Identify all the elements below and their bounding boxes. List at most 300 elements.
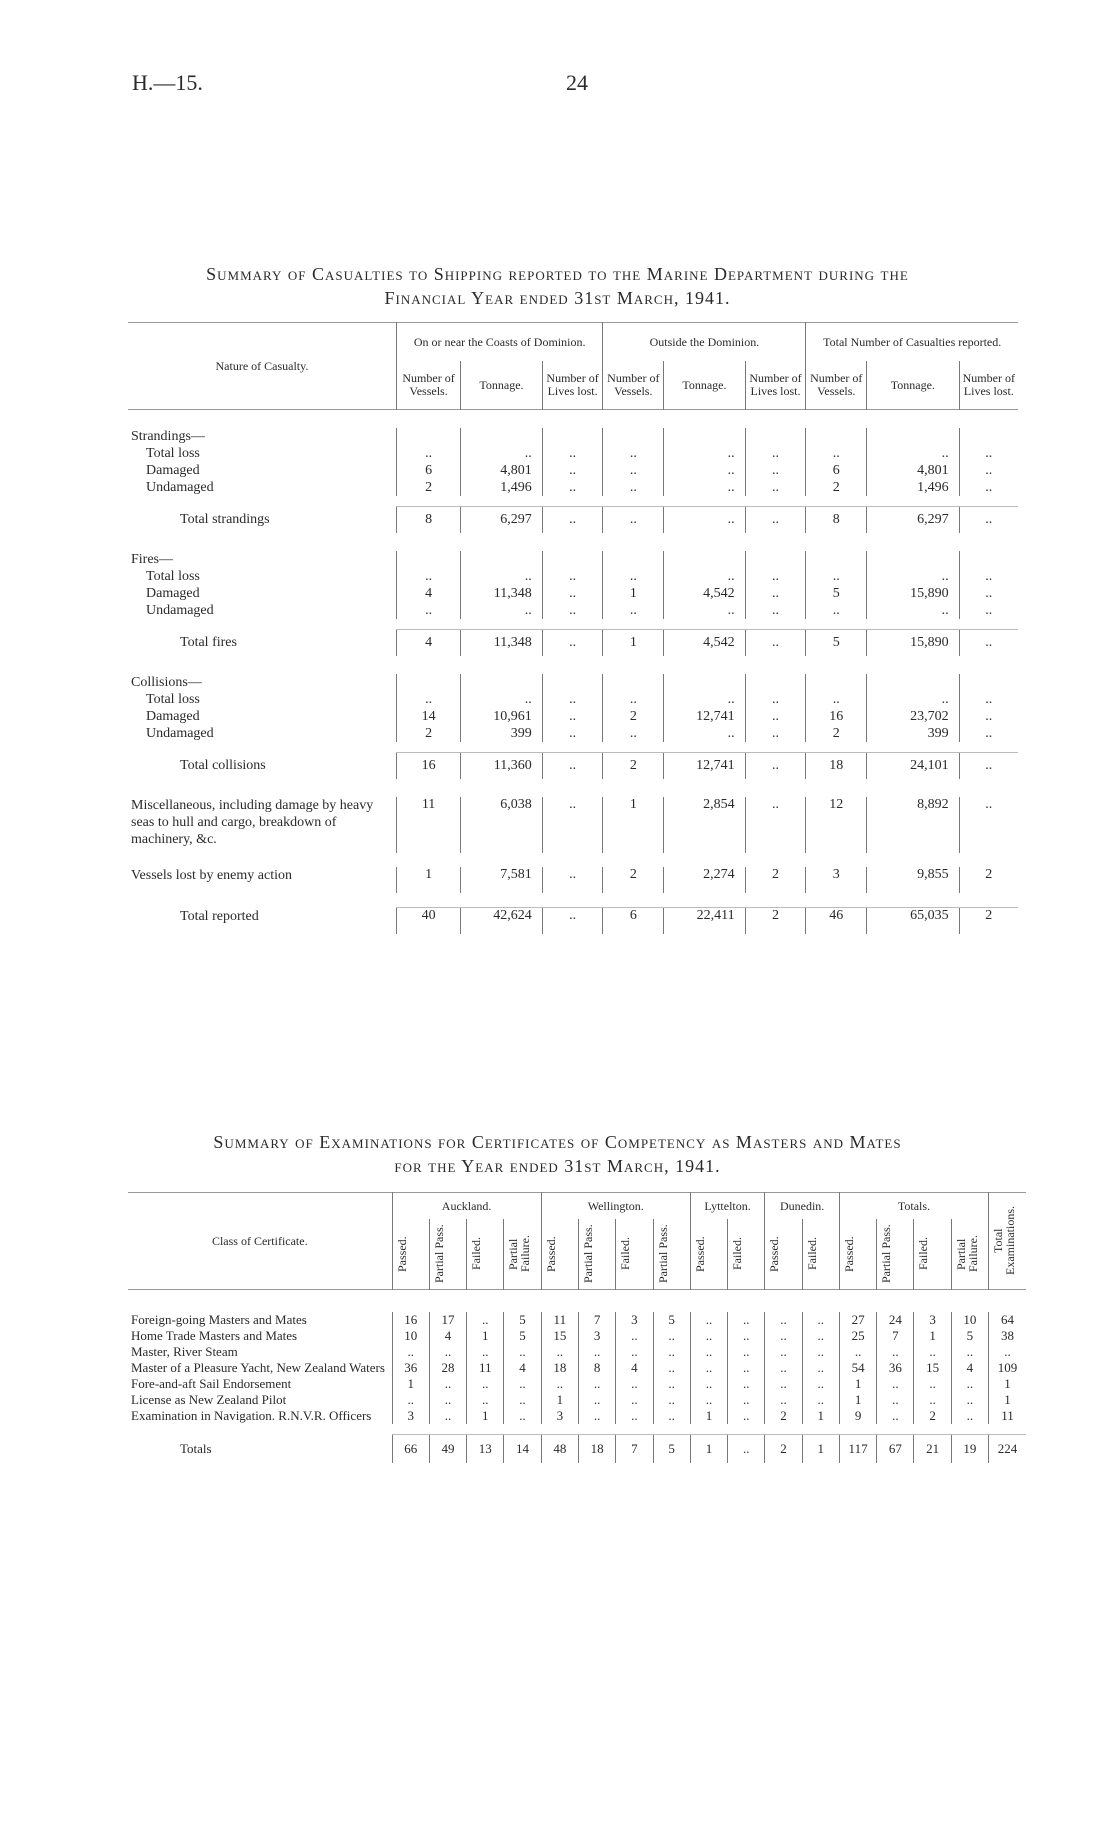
value-cell: ..	[806, 445, 867, 462]
exam-value-cell: ..	[802, 1312, 839, 1328]
col-header-text: Passed.	[394, 1236, 409, 1272]
exam-value-cell: ..	[914, 1376, 951, 1392]
port-header-totals: Totals.	[839, 1193, 988, 1220]
value-cell: 2	[745, 867, 806, 893]
value-cell: 2	[396, 725, 460, 742]
exam-value-cell: ..	[429, 1376, 466, 1392]
exam-value-cell: ..	[578, 1392, 615, 1408]
total-label: Total reported	[180, 908, 259, 924]
value-cell: ..	[603, 462, 664, 479]
exam-value-cell: 25	[839, 1328, 876, 1344]
value-cell: 15,890	[867, 585, 959, 602]
value-cell: 2	[959, 908, 1018, 935]
exam-value-cell: 3	[914, 1312, 951, 1328]
exam-value-cell: 7	[578, 1312, 615, 1328]
value-cell: ..	[806, 602, 867, 619]
col-header	[802, 1219, 839, 1290]
exam-row	[128, 1328, 1026, 1344]
row-label: Total loss	[146, 445, 200, 461]
exam-value-cell: ..	[877, 1344, 914, 1360]
value-cell: ..	[745, 445, 806, 462]
exam-value-cell: ..	[728, 1392, 765, 1408]
casualty-row	[128, 602, 1018, 619]
exam-value-cell: 1	[802, 1408, 839, 1424]
value-cell: ..	[603, 602, 664, 619]
col-header	[429, 1219, 466, 1290]
value-cell: ..	[806, 568, 867, 585]
exam-value-cell: 1	[914, 1328, 951, 1344]
exam-value-cell: 21	[914, 1435, 951, 1464]
value-cell: 2	[603, 753, 664, 780]
exam-value-cell: 18	[541, 1360, 578, 1376]
exam-value-cell: ..	[802, 1360, 839, 1376]
exam-value-cell: 3	[541, 1408, 578, 1424]
exam-row	[128, 1392, 1026, 1408]
value-cell: ..	[745, 753, 806, 780]
value-cell: ..	[664, 725, 745, 742]
exam-value-cell: 1	[467, 1408, 504, 1424]
section-title-row	[128, 428, 1018, 445]
total-label: Total fires	[180, 634, 237, 650]
col-header-text: Passed.	[767, 1236, 782, 1272]
exam-value-cell: ..	[951, 1376, 988, 1392]
exam-value-cell: ..	[616, 1408, 653, 1424]
value-cell: ..	[542, 445, 603, 462]
col-header-text: Passed.	[692, 1236, 707, 1272]
exam-value-cell: 5	[504, 1328, 541, 1344]
value-cell: ..	[603, 445, 664, 462]
sub-header: Number of Lives lost.	[542, 361, 603, 410]
spacer	[128, 893, 1018, 908]
row-label: Damaged	[146, 585, 200, 601]
value-cell: 2,854	[664, 797, 745, 853]
exam-value-cell: 18	[578, 1435, 615, 1464]
empty-cell	[603, 674, 664, 691]
exam-value-cell: 4	[616, 1360, 653, 1376]
exam-value-cell: ..	[765, 1360, 802, 1376]
col-header	[541, 1219, 578, 1290]
exam-value-cell: 49	[429, 1435, 466, 1464]
spacer-row	[128, 496, 1018, 507]
value-cell: 11,348	[461, 585, 542, 602]
exam-value-cell: 67	[877, 1435, 914, 1464]
value-cell: 5	[806, 585, 867, 602]
section-title: Strandings—	[131, 428, 205, 444]
value-cell: ..	[461, 602, 542, 619]
value-cell: ..	[461, 568, 542, 585]
value-cell: ..	[959, 691, 1018, 708]
spacer	[128, 496, 1018, 507]
exam-value-cell: 64	[989, 1312, 1026, 1328]
value-cell: ..	[396, 602, 460, 619]
exam-value-cell: ..	[653, 1376, 690, 1392]
value-cell: 11,348	[461, 630, 542, 657]
exam-value-cell: 1	[541, 1392, 578, 1408]
value-cell: ..	[745, 568, 806, 585]
spacer	[128, 779, 1018, 797]
empty-cell	[745, 428, 806, 445]
casualty-row	[128, 725, 1018, 742]
section-total-row	[128, 630, 1018, 657]
exams-table	[128, 1192, 1026, 1463]
exam-value-cell: ..	[802, 1392, 839, 1408]
exam-value-cell: 11	[467, 1360, 504, 1376]
casualty-row	[128, 708, 1018, 725]
col-header-text: Partial Pass.	[580, 1224, 595, 1284]
value-cell: 6,297	[461, 507, 542, 534]
exam-value-cell: 1	[989, 1376, 1026, 1392]
spacer	[128, 619, 1018, 630]
col-header-text: Failed.	[804, 1237, 819, 1271]
casualty-row	[128, 568, 1018, 585]
casualties-title-line2: Financial Year ended 31st March, 1941.	[384, 288, 731, 308]
value-cell: ..	[542, 630, 603, 657]
value-cell: 5	[806, 630, 867, 657]
value-cell: ..	[806, 691, 867, 708]
col-header	[914, 1219, 951, 1290]
value-cell: ..	[461, 691, 542, 708]
value-cell: 24,101	[867, 753, 959, 780]
empty-cell	[542, 428, 603, 445]
value-cell: ..	[603, 568, 664, 585]
exam-value-cell: ..	[877, 1376, 914, 1392]
misc-label: Miscellaneous, including damage by heavy seas to hull and cargo, breakdown of machinery, &c.	[131, 798, 374, 847]
empty-cell	[959, 674, 1018, 691]
col-header	[765, 1219, 802, 1290]
casualties-title	[110, 262, 1005, 310]
col-header	[467, 1219, 504, 1290]
total-exams-header-text: Total Examinations.	[991, 1206, 1018, 1276]
value-cell: 12	[806, 797, 867, 853]
col-header	[877, 1219, 914, 1290]
col-header	[504, 1219, 541, 1290]
value-cell: ..	[542, 507, 603, 534]
value-cell: ..	[664, 479, 745, 496]
exam-value-cell: ..	[690, 1328, 727, 1344]
col-header-text: Passed.	[841, 1236, 856, 1272]
exam-value-cell: 7	[616, 1435, 653, 1464]
empty-cell	[664, 428, 745, 445]
exam-value-cell: ..	[429, 1392, 466, 1408]
exam-value-cell: 3	[392, 1408, 429, 1424]
col-header-text: Passed.	[543, 1236, 558, 1272]
misc-row	[128, 797, 1018, 853]
empty-cell	[806, 428, 867, 445]
port-header-wellington: Wellington.	[541, 1193, 690, 1220]
exam-row	[128, 1344, 1026, 1360]
value-cell: 2	[806, 725, 867, 742]
spacer-row	[128, 410, 1018, 429]
total-label: Total strandings	[180, 511, 270, 527]
value-cell: ..	[396, 445, 460, 462]
casualties-table	[128, 322, 1018, 934]
value-cell: ..	[542, 479, 603, 496]
value-cell: 40	[396, 908, 460, 935]
total-exams-header	[989, 1193, 1026, 1290]
row-label: Undamaged	[146, 725, 214, 741]
exam-value-cell: 5	[653, 1312, 690, 1328]
group-header-outside: Outside the Dominion.	[603, 323, 806, 362]
exam-value-cell: ..	[578, 1376, 615, 1392]
port-header-dunedin: Dunedin.	[765, 1193, 840, 1220]
exam-value-cell: ..	[616, 1328, 653, 1344]
value-cell: 22,411	[664, 908, 745, 935]
exam-value-cell: 1	[690, 1408, 727, 1424]
col-header	[690, 1219, 727, 1290]
row-label: Damaged	[146, 462, 200, 478]
value-cell: ..	[959, 507, 1018, 534]
value-cell: 1	[603, 797, 664, 853]
exam-value-cell: ..	[616, 1344, 653, 1360]
value-cell: ..	[959, 568, 1018, 585]
value-cell: ..	[867, 602, 959, 619]
enemy-row	[128, 867, 1018, 893]
value-cell: 8,892	[867, 797, 959, 853]
exam-value-cell: ..	[504, 1376, 541, 1392]
exam-value-cell: ..	[578, 1344, 615, 1360]
section-title-row	[128, 551, 1018, 568]
exam-value-cell: 1	[690, 1435, 727, 1464]
value-cell: 2,274	[664, 867, 745, 893]
empty-cell	[461, 428, 542, 445]
exam-row-label: Home Trade Masters and Mates	[131, 1328, 298, 1343]
exam-value-cell: ..	[429, 1344, 466, 1360]
value-cell: ..	[745, 462, 806, 479]
exam-row-label: Fore-and-aft Sail Endorsement	[131, 1376, 292, 1391]
empty-cell	[745, 674, 806, 691]
exam-row	[128, 1312, 1026, 1328]
exam-value-cell: ..	[877, 1392, 914, 1408]
exam-row-label: Master, River Steam	[131, 1344, 238, 1359]
value-cell: ..	[664, 507, 745, 534]
value-cell: ..	[745, 725, 806, 742]
section-title: Collisions—	[131, 674, 202, 690]
exam-value-cell: ..	[541, 1376, 578, 1392]
exam-value-cell: ..	[653, 1360, 690, 1376]
exam-value-cell: ..	[392, 1344, 429, 1360]
exam-value-cell: 36	[392, 1360, 429, 1376]
spacer	[128, 1424, 1026, 1435]
exam-value-cell: ..	[653, 1328, 690, 1344]
exam-value-cell: 3	[578, 1328, 615, 1344]
port-header-lyttelton: Lyttelton.	[690, 1193, 765, 1220]
exam-value-cell: ..	[765, 1344, 802, 1360]
row-label: Total loss	[146, 691, 200, 707]
value-cell: 15,890	[867, 630, 959, 657]
group-header-dominion: On or near the Coasts of Dominion.	[396, 323, 603, 362]
exam-value-cell: 54	[839, 1360, 876, 1376]
exam-value-cell: 15	[541, 1328, 578, 1344]
value-cell: ..	[396, 691, 460, 708]
value-cell: ..	[959, 445, 1018, 462]
exam-value-cell: 4	[429, 1328, 466, 1344]
value-cell: ..	[542, 908, 603, 935]
col-header	[392, 1219, 429, 1290]
exam-value-cell: ..	[653, 1408, 690, 1424]
value-cell: 4,801	[867, 462, 959, 479]
value-cell: ..	[603, 691, 664, 708]
exam-value-cell: 7	[877, 1328, 914, 1344]
casualty-row	[128, 691, 1018, 708]
value-cell: ..	[664, 445, 745, 462]
exam-value-cell: 4	[951, 1360, 988, 1376]
exam-value-cell: 1	[802, 1435, 839, 1464]
col-header-text: Partial Failure.	[506, 1235, 533, 1273]
exam-value-cell: ..	[616, 1376, 653, 1392]
exam-value-cell: ..	[467, 1344, 504, 1360]
exam-value-cell: 2	[914, 1408, 951, 1424]
value-cell: ..	[959, 630, 1018, 657]
exam-value-cell: 28	[429, 1360, 466, 1376]
exam-row-label: License as New Zealand Pilot	[131, 1392, 287, 1407]
value-cell: ..	[745, 507, 806, 534]
spacer-row	[128, 619, 1018, 630]
empty-cell	[664, 551, 745, 568]
row-label: Total loss	[146, 568, 200, 584]
value-cell: 1	[603, 630, 664, 657]
exam-value-cell: ..	[504, 1392, 541, 1408]
spacer-row	[128, 656, 1018, 674]
col-header-text: Partial Pass.	[655, 1224, 670, 1284]
empty-cell	[542, 674, 603, 691]
exam-value-cell: ..	[467, 1312, 504, 1328]
col-header-text: Failed.	[618, 1237, 633, 1271]
exam-value-cell: 2	[765, 1435, 802, 1464]
exam-value-cell: 15	[914, 1360, 951, 1376]
value-cell: ..	[542, 753, 603, 780]
exam-value-cell: 117	[839, 1435, 876, 1464]
empty-cell	[396, 674, 460, 691]
spacer	[128, 742, 1018, 753]
exam-value-cell: ..	[728, 1328, 765, 1344]
exam-value-cell: ..	[504, 1408, 541, 1424]
value-cell: 6,297	[867, 507, 959, 534]
col-header	[578, 1219, 615, 1290]
empty-cell	[461, 551, 542, 568]
exam-value-cell: 38	[989, 1328, 1026, 1344]
exam-value-cell: ..	[467, 1392, 504, 1408]
col-header-text: Partial Pass.	[879, 1224, 894, 1284]
exam-value-cell: ..	[578, 1408, 615, 1424]
exam-value-cell: 2	[765, 1408, 802, 1424]
spacer	[128, 533, 1018, 551]
exam-value-cell: ..	[690, 1344, 727, 1360]
value-cell: ..	[603, 479, 664, 496]
spacer-row	[128, 893, 1018, 908]
col-header-text: Failed.	[730, 1237, 745, 1271]
exam-value-cell: ..	[541, 1344, 578, 1360]
value-cell: 6	[806, 462, 867, 479]
empty-cell	[867, 674, 959, 691]
value-cell: ..	[745, 797, 806, 853]
value-cell: 2	[603, 867, 664, 893]
exam-row-label: Examination in Navigation. R.N.V.R. Officers	[131, 1408, 372, 1423]
empty-cell	[959, 428, 1018, 445]
value-cell: ..	[959, 708, 1018, 725]
empty-cell	[867, 551, 959, 568]
exam-value-cell: 36	[877, 1360, 914, 1376]
exam-value-cell: 11	[989, 1408, 1026, 1424]
exam-value-cell: 66	[392, 1435, 429, 1464]
exam-value-cell: ..	[728, 1376, 765, 1392]
value-cell: 6,038	[461, 797, 542, 853]
empty-cell	[867, 428, 959, 445]
class-header: Class of Certificate.	[211, 1233, 308, 1248]
exam-value-cell: 13	[467, 1435, 504, 1464]
exam-value-cell: ..	[839, 1344, 876, 1360]
value-cell: ..	[664, 602, 745, 619]
exam-value-cell: ..	[989, 1344, 1026, 1360]
value-cell: 8	[396, 507, 460, 534]
exam-value-cell: 24	[877, 1312, 914, 1328]
exam-value-cell: 1	[839, 1392, 876, 1408]
value-cell: ..	[664, 691, 745, 708]
value-cell: 4	[396, 630, 460, 657]
sub-header: Tonnage.	[461, 361, 542, 410]
value-cell: ..	[664, 568, 745, 585]
page-number: 24	[566, 70, 588, 95]
empty-cell	[603, 428, 664, 445]
value-cell: 9,855	[867, 867, 959, 893]
exam-value-cell: 14	[504, 1435, 541, 1464]
exam-value-cell: 27	[839, 1312, 876, 1328]
value-cell: 42,624	[461, 908, 542, 935]
row-label: Damaged	[146, 708, 200, 724]
exam-row	[128, 1360, 1026, 1376]
empty-cell	[603, 551, 664, 568]
spacer	[128, 656, 1018, 674]
value-cell: ..	[542, 462, 603, 479]
exam-value-cell: 1	[467, 1328, 504, 1344]
col-header	[951, 1219, 988, 1290]
value-cell: 16	[806, 708, 867, 725]
exam-value-cell: ..	[914, 1344, 951, 1360]
exam-value-cell: 10	[951, 1312, 988, 1328]
spacer-row	[128, 1424, 1026, 1435]
value-cell: 2	[806, 479, 867, 496]
exam-value-cell: ..	[653, 1344, 690, 1360]
value-cell: 6	[396, 462, 460, 479]
exam-value-cell: ..	[877, 1408, 914, 1424]
exam-value-cell: ..	[467, 1376, 504, 1392]
col-header-text: Failed.	[916, 1237, 931, 1271]
value-cell: ..	[542, 568, 603, 585]
value-cell: ..	[542, 708, 603, 725]
exam-value-cell: ..	[728, 1408, 765, 1424]
exam-row-label: Foreign-going Masters and Mates	[131, 1312, 307, 1327]
value-cell: ..	[745, 630, 806, 657]
value-cell: ..	[959, 585, 1018, 602]
section-title-row	[128, 674, 1018, 691]
exam-value-cell: ..	[765, 1376, 802, 1392]
value-cell: 16	[396, 753, 460, 780]
value-cell: 65,035	[867, 908, 959, 935]
total-label: Total collisions	[180, 757, 266, 773]
empty-cell	[542, 551, 603, 568]
value-cell: ..	[959, 602, 1018, 619]
value-cell: 12,741	[664, 708, 745, 725]
exam-value-cell: ..	[951, 1344, 988, 1360]
exam-value-cell: 1	[839, 1376, 876, 1392]
value-cell: ..	[745, 691, 806, 708]
sub-header: Number of Vessels.	[396, 361, 460, 410]
exam-row-label: Master of a Pleasure Yacht, New Zealand Waters	[131, 1360, 385, 1375]
spacer-row	[128, 533, 1018, 551]
exam-value-cell: 5	[951, 1328, 988, 1344]
exam-value-cell: ..	[653, 1392, 690, 1408]
value-cell: 1,496	[867, 479, 959, 496]
value-cell: ..	[867, 445, 959, 462]
